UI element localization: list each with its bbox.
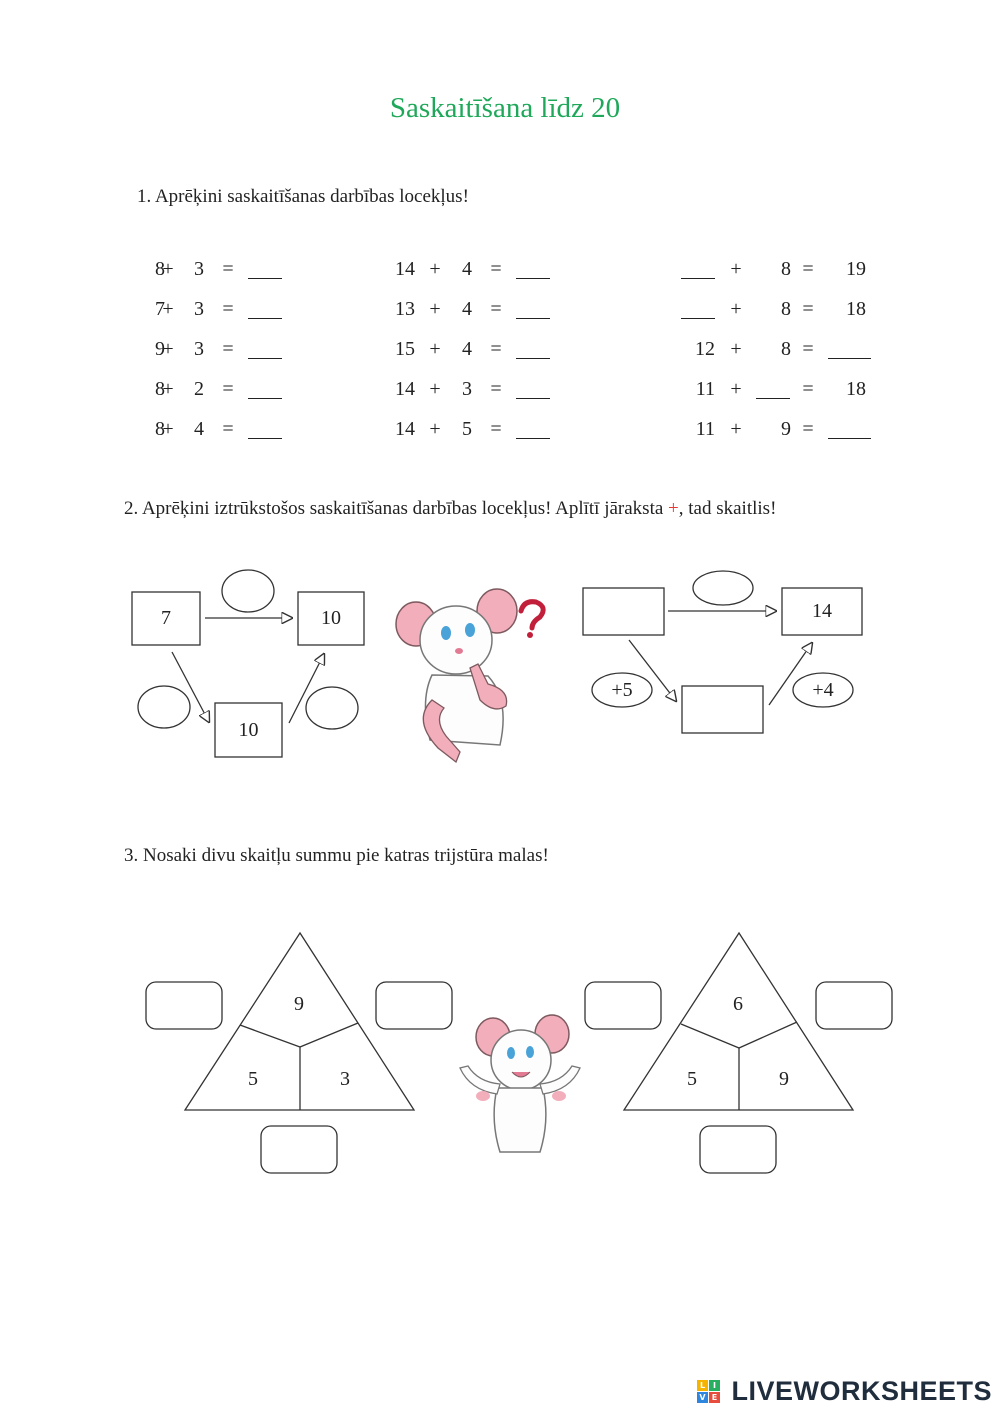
left-right-oval[interactable] [306,687,358,729]
equals-sign: = [222,298,234,320]
tri1-bottom-side-box[interactable] [261,1126,337,1173]
equation-number: 3 [194,258,204,280]
equals-sign: = [802,418,814,440]
plus-sign: + [429,298,441,320]
left-bottom-oval[interactable] [138,686,190,728]
right-right-op: +4 [812,679,834,701]
plus-sign: + [162,418,174,440]
equation-number: 4 [462,338,472,360]
left-end-value: 10 [321,607,341,629]
logo-cube-e: E [709,1392,720,1403]
equation-number: 15 [395,338,415,360]
tri1-left-side-box[interactable] [146,982,222,1029]
plus-sign: + [730,418,742,440]
plus-sign: + [162,258,174,280]
right-start-box[interactable] [583,588,664,635]
plus-sign: + [429,338,441,360]
task1-heading: 1. Aprēķini saskaitīšanas darbības locekļus! [137,186,469,207]
equation-number: 14 [395,418,415,440]
plus-sign: + [429,258,441,280]
tri2-bottom-side-box[interactable] [700,1126,776,1173]
plus-sign: + [162,298,174,320]
equals-sign: = [490,338,502,360]
left-start-value: 7 [161,607,171,629]
equation-number: 8 [155,418,165,440]
tri1-left-value: 5 [248,1068,258,1090]
plus-sign: + [730,338,742,360]
equals-sign: = [222,338,234,360]
page-title: Saskaitīšana līdz 20 [389,92,621,124]
equals-sign: = [490,378,502,400]
equation-number: 11 [695,418,715,440]
plus-sign: + [730,298,742,320]
equals-sign: = [490,418,502,440]
plus-sign: + [162,338,174,360]
task2-heading-post: , tad skaitlis! [678,498,777,519]
equals-sign: = [490,298,502,320]
tri2-right-side-box[interactable] [816,982,892,1029]
task3-heading: 3. Nosaki divu skaitļu summu pie katras trijstūra malas! [124,845,549,866]
equation-number: 5 [462,418,472,440]
tri1-right-side-box[interactable] [376,982,452,1029]
equation-number: 9 [781,418,791,440]
equation-number: 4 [462,298,472,320]
equation-number: 19 [846,258,866,280]
equation-number: 3 [462,378,472,400]
equation-number: 11 [695,378,715,400]
equals-sign: = [802,258,814,280]
tri1-top-value: 9 [294,993,304,1015]
plus-sign: + [429,378,441,400]
mouse-thinking-illustration [396,589,543,762]
equation-number: 18 [846,298,866,320]
equals-sign: = [802,378,814,400]
right-top-oval[interactable] [693,571,753,605]
equals-sign: = [802,338,814,360]
left-top-oval[interactable] [222,570,274,612]
equation-number: 3 [194,298,204,320]
equation-number: 7 [155,298,165,320]
triangle-left [185,933,414,1110]
equation-number: 14 [395,378,415,400]
triangle-right [624,933,853,1110]
task2-heading-pre: 2. Aprēķini iztrūkstošos saskaitīšanas darbības locekļus! Aplītī jāraksta [124,498,669,519]
equation-number: 13 [395,298,415,320]
equation-number: 4 [462,258,472,280]
right-left-op: +5 [611,679,633,701]
equation-number: 3 [194,338,204,360]
equals-sign: = [802,298,814,320]
plus-sign: + [730,258,742,280]
equation-number: 8 [781,298,791,320]
equals-sign: = [222,258,234,280]
plus-sign: + [429,418,441,440]
equation-number: 2 [194,378,204,400]
equation-number: 14 [395,258,415,280]
equation-number: 18 [846,378,866,400]
liveworksheets-brand: LIVEWORKSHEETS [731,1376,992,1406]
left-down-arrow [172,652,209,722]
equation-number: 12 [695,338,715,360]
task2-heading-plus: + [668,498,679,519]
tri2-left-side-box[interactable] [585,982,661,1029]
equation-number: 8 [781,338,791,360]
tri2-top-value: 6 [733,993,743,1015]
plus-sign: + [162,378,174,400]
right-end-value: 14 [812,600,832,622]
logo-cube-v: V [697,1392,708,1403]
right-middle-box[interactable] [682,686,763,733]
tri2-left-value: 5 [687,1068,697,1090]
equals-sign: = [222,418,234,440]
tri2-right-value: 9 [779,1068,789,1090]
plus-sign: + [730,378,742,400]
equation-number: 4 [194,418,204,440]
equation-number: 8 [155,258,165,280]
equals-sign: = [490,258,502,280]
logo-cube-i: I [709,1380,720,1391]
liveworksheets-logo-icon [697,1380,721,1404]
tri1-right-value: 3 [340,1068,350,1090]
left-middle-value: 10 [238,719,259,741]
equation-number: 8 [781,258,791,280]
mouse-happy-illustration [460,1015,580,1152]
equation-number: 8 [155,378,165,400]
logo-cube-l: L [697,1380,708,1391]
equals-sign: = [222,378,234,400]
equation-number: 9 [155,338,165,360]
